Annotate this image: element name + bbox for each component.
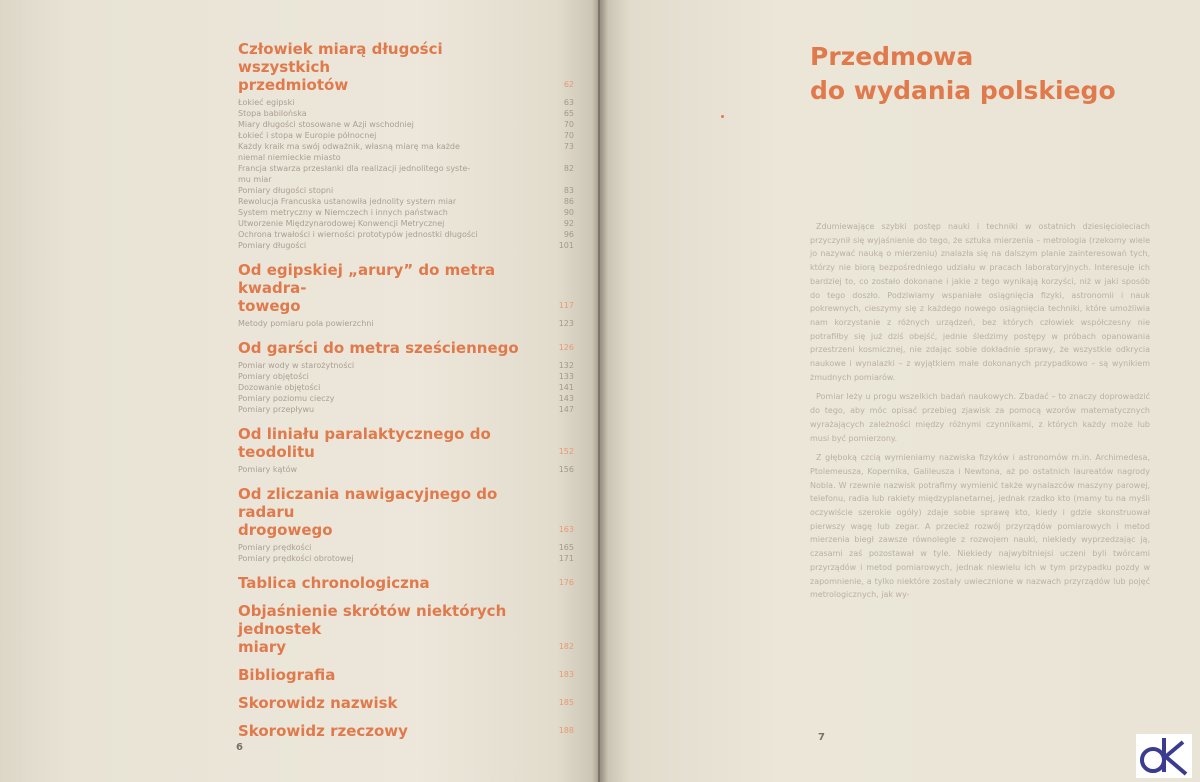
toc-entry-title-line: Pomiary długości	[238, 241, 307, 250]
toc-page-number: 188	[558, 726, 574, 735]
toc-entry	[238, 360, 578, 371]
toc-page-number: 185	[558, 698, 574, 707]
toc-entry-title-line: Pomiary prędkości	[238, 543, 312, 552]
toc-page-number: 62	[563, 80, 574, 89]
toc-entry-title-line: Dozowanie objętości	[238, 383, 321, 392]
toc-entry	[238, 542, 578, 553]
toc-section-title-line: Od egipskiej „arury” do metra kwadra-	[238, 261, 496, 297]
toc-entry	[238, 553, 578, 564]
toc-entry	[238, 97, 578, 108]
toc-section	[238, 339, 578, 357]
toc-page-number: 70	[563, 131, 574, 140]
toc-spacer	[238, 712, 578, 722]
print-speck	[721, 115, 724, 118]
toc-section-title-line: drogowego	[238, 521, 333, 539]
toc-entry-title-line: Łokieć egipski	[238, 98, 295, 107]
toc-entry-title-line: Rewolucja Francuska ustanowiła jednolity system miar	[238, 197, 457, 206]
toc-page-number: 176	[558, 578, 574, 587]
preface-title-line-2: do wydania polskiego	[810, 76, 1116, 105]
toc-entry-title-line: System metryczny w Niemczech i innych państwach	[238, 208, 448, 217]
toc-page-number: 163	[558, 525, 574, 534]
toc-page-number: 73	[563, 142, 574, 151]
toc-page-number: 126	[558, 343, 574, 352]
toc-entry	[238, 108, 578, 119]
toc-section	[238, 574, 578, 592]
toc-section-title-line: Skorowidz rzeczowy	[238, 722, 408, 740]
toc-entry	[238, 404, 578, 415]
toc-entry-title-line: Każdy kraik ma swój odważnik, własną miarę ma każde	[238, 142, 460, 151]
toc-section	[238, 425, 578, 461]
toc-page-number: 123	[558, 319, 574, 328]
toc-spacer	[238, 564, 578, 574]
toc-page-number: 96	[563, 230, 574, 239]
page-number-left: 6	[236, 742, 243, 753]
preface-paragraph-1: Zdumiewające szybki postęp nauki i techniki w ostatnich dziesięcioleciach przyczynił się wyjaśnienie do tego, że sztuka mierzenia – metrologia (rzekomy wiele jo nazywać nauką o mierzeniu) znalazła się na dalszym planie zainteresowań tych, którzy nie biorą bezpośredniego udziału w pracach laboratoryjnych. Interesuje ich bardziej to, co zostało dokonane i jakie z tego wynikają korzyści, niż w jaki sposób do tego doszło. Podziwiamy wspaniałe osiągnięcia fizyki, astronomii i nauk pokrewnych, cieszymy się z każdego nowego osiągnięcia techniki, które umożliwia nam korzystanie z różnych urządzeń, bez których człowiek współczesny nie potrafiłby się już dziś obejść, jednie śledzimy postępy w próbach opanowania przestrzeni kosmicznej, nie zdając sobie dokładnie sprawy, że wszystkie odkrycia naukowe i wynalazki – z wyjątkiem małe dokonanych przypadkowo – są wynikiem żmudnych pomiarów.	[810, 222, 1150, 382]
toc-page-number: 101	[558, 241, 574, 250]
toc-section	[238, 485, 578, 539]
toc-entry-title-line: Pomiary poziomu cieczy	[238, 394, 335, 403]
toc-entry	[238, 207, 578, 218]
toc-section-title-line: przedmiotów	[238, 76, 349, 94]
toc-page-number: 63	[563, 98, 574, 107]
preface-body	[810, 220, 1150, 608]
toc-page-number: 182	[558, 642, 574, 651]
toc-section-title-line: Od zliczania nawigacyjnego do radaru	[238, 485, 498, 521]
toc-section-title-line: miary	[238, 638, 287, 656]
toc-spacer	[238, 475, 578, 485]
toc-page-number: 132	[558, 361, 574, 370]
toc-section	[238, 261, 578, 315]
toc-page-number: 90	[563, 208, 574, 217]
toc-entry-title-line: Pomiar wody w starożytności	[238, 361, 355, 370]
toc-section-title-line: Objaśnienie skrótów niektórych jednostek	[238, 602, 507, 638]
toc-entry	[238, 464, 578, 475]
toc-section	[238, 602, 578, 656]
table-of-contents	[238, 40, 578, 740]
toc-entry-title-line: Ochrona trwałości i wierności prototypów jednostki długości	[238, 230, 478, 239]
toc-page-number: 152	[558, 447, 574, 456]
toc-entry	[238, 196, 578, 207]
toc-entry-title-line: Pomiary długości stopni	[238, 186, 334, 195]
toc-entry	[238, 371, 578, 382]
toc-section	[238, 722, 578, 740]
toc-page-number: 82	[563, 164, 574, 173]
dk-watermark-logo	[1136, 734, 1192, 778]
toc-entry-title-line: Miary długości stosowane w Azji wschodniej	[238, 120, 414, 129]
toc-spacer	[238, 592, 578, 602]
toc-entry	[238, 382, 578, 393]
toc-entry	[238, 185, 578, 196]
toc-page-number: 183	[558, 670, 574, 679]
toc-entry	[238, 393, 578, 404]
toc-entry	[238, 240, 578, 251]
toc-entry	[238, 229, 578, 240]
toc-entry	[238, 163, 578, 185]
toc-section-title-line: Tablica chronologiczna	[238, 574, 430, 592]
toc-entry-title-line: Pomiary kątów	[238, 465, 298, 474]
toc-entry	[238, 119, 578, 130]
toc-page-number: 86	[563, 197, 574, 206]
preface-paragraph-2: Pomiar leży u progu wszelkich badań naukowych. Zbadać – to znaczy doprowadzić do tego, aby móc opisać przebieg zjawisk za pomocą wzorów matematycznych wyrażających zależności między różnymi czynnikami, z których każdy może lub musi być pomierzony.	[810, 392, 1150, 443]
toc-page-number: 141	[558, 383, 574, 392]
toc-page-number: 70	[563, 120, 574, 129]
toc-spacer	[238, 329, 578, 339]
toc-page-number: 133	[558, 372, 574, 381]
toc-page-number: 117	[558, 301, 574, 310]
toc-section-title-line: Bibliografia	[238, 666, 336, 684]
left-page	[0, 0, 598, 782]
toc-section-title-line: towego	[238, 297, 301, 315]
preface-paragraph-3: Z głęboką czcią wymieniamy nazwiska fizyków i astronomów m.in. Archimedesa, Ptolemeusza, Kopernika, Galileusza i Newtona, aż po ostatnich laureatów nagrody Nobla. W rzewnie nazwisk potrafimy wymienić także wynalazców maszyny parowej, telefonu, radia lub rakiety międzyplanetarnej, jednak rzadko kto (mamy tu na myśli oczywiście szerokie ogóły) zdaje sobie sprawę kto, kiedy i gdzie skonstruował pierwszy wagę lub zegar. A przecież rozwój przyrządów pomiarowych i metod mierzenia biegł zawsze równolegle z rozwojem nauki, niekiedy wyprzedzając ją, czasami zaś pozostawał w tyle. Niekiedy najwybitniejsi uczeni byli twórcami przyrządów i metod pomiarowych, jednak niewielu ich w tym przypadku pozdy w zapomnienie, a tylko niektóre zostały uwiecznione w nazwach przyrządów lub pojęć metrologicznych, jak wy-	[810, 453, 1150, 600]
toc-section-title-line: Skorowidz nazwisk	[238, 694, 398, 712]
toc-spacer	[238, 656, 578, 666]
toc-entry-title-line: Pomiary prędkości obrotowej	[238, 554, 354, 563]
toc-page-number: 92	[563, 219, 574, 228]
toc-entry-title-line: Stopa babilońska	[238, 109, 307, 118]
toc-section-title-line: Od liniału paralaktycznego do teodolitu	[238, 425, 491, 461]
toc-page-number: 143	[558, 394, 574, 403]
toc-section	[238, 666, 578, 684]
toc-entry-title-line: Utworzenie Międzynarodowej Konwencji Metrycznej	[238, 219, 445, 228]
toc-entry-title-line: Pomiary przepływu	[238, 405, 315, 414]
toc-spacer	[238, 251, 578, 261]
right-page	[600, 0, 1200, 782]
toc-page-number: 156	[558, 465, 574, 474]
toc-entry-title-line: Francja stwarza przesłanki dla realizacji jednolitego syste-	[238, 164, 471, 173]
preface-title	[810, 40, 1116, 108]
toc-entry-title-line: Łokieć i stopa w Europie północnej	[238, 131, 377, 140]
toc-page-number: 65	[563, 109, 574, 118]
toc-section	[238, 40, 578, 94]
toc-entry	[238, 130, 578, 141]
preface-title-line-1: Przedmowa	[810, 42, 974, 71]
toc-page-number: 171	[558, 554, 574, 563]
toc-entry-title-line: mu miar	[238, 175, 272, 184]
toc-entry	[238, 318, 578, 329]
toc-page-number: 83	[563, 186, 574, 195]
toc-spacer	[238, 415, 578, 425]
toc-entry-title-line: Metody pomiaru pola powierzchni	[238, 319, 374, 328]
book-gutter	[592, 0, 608, 782]
toc-section	[238, 694, 578, 712]
toc-page-number: 147	[558, 405, 574, 414]
page-number-right: 7	[818, 732, 825, 743]
toc-entry	[238, 141, 578, 163]
toc-entry-title-line: niemal niemieckie miasto	[238, 153, 341, 162]
toc-spacer	[238, 684, 578, 694]
toc-entry	[238, 218, 578, 229]
toc-section-title-line: Człowiek miarą długości wszystkich	[238, 40, 443, 76]
toc-page-number: 165	[558, 543, 574, 552]
toc-section-title-line: Od garści do metra sześciennego	[238, 339, 519, 357]
toc-entry-title-line: Pomiary objętości	[238, 372, 309, 381]
